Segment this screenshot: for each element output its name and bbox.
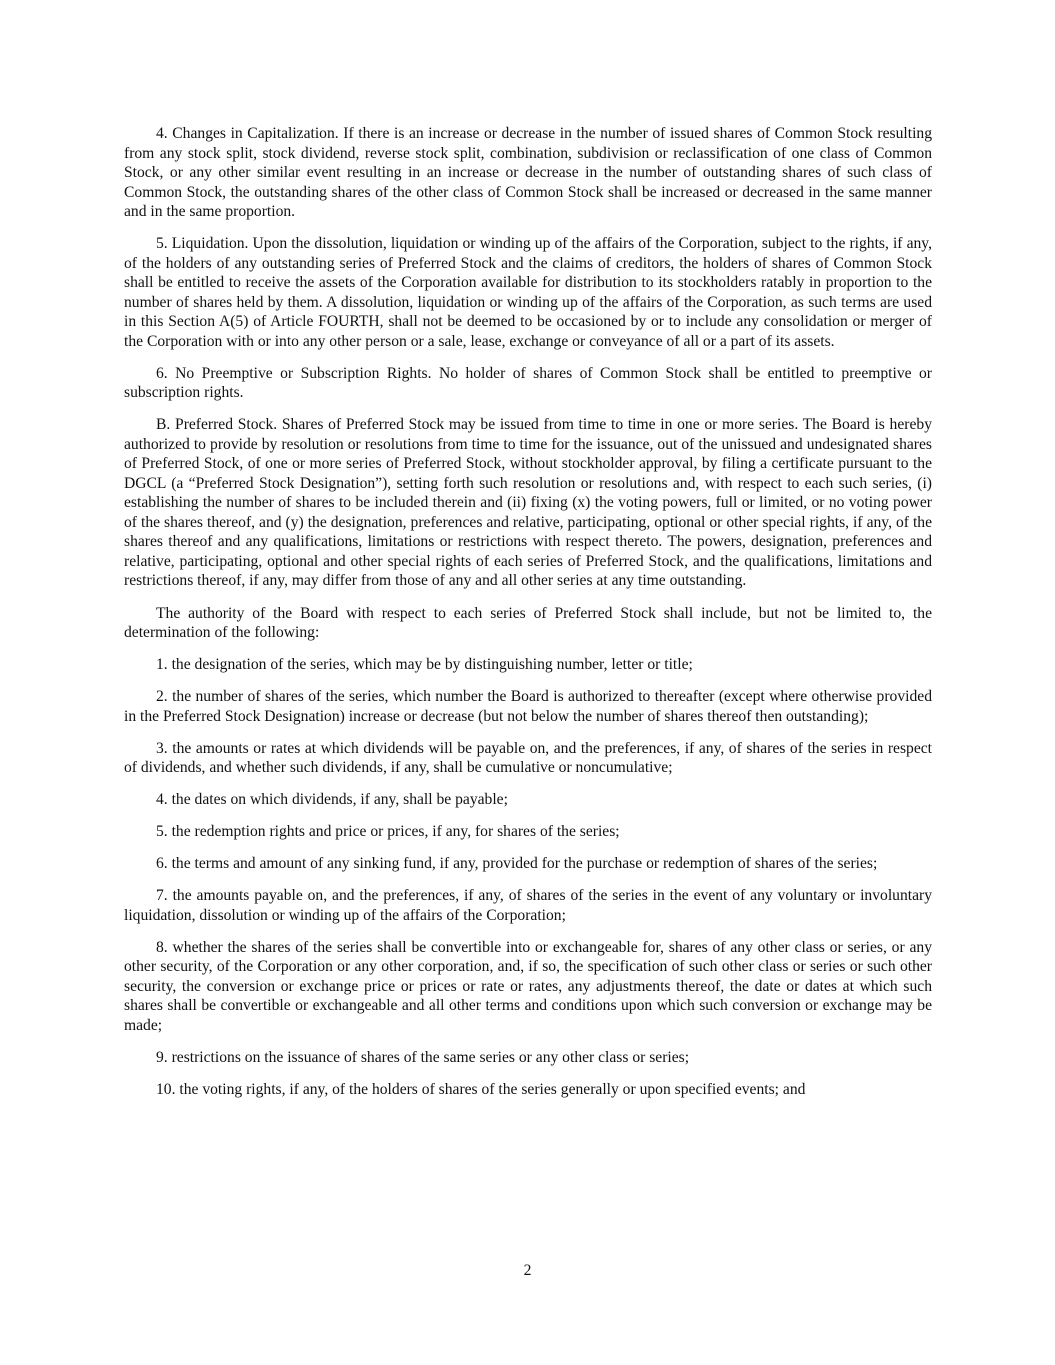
list-item-voting-rights: 10. the voting rights, if any, of the holders of shares of the series generally or upon specified events; and [156, 1080, 806, 1098]
list-item-dividend-rates: 3. the amounts or rates at which dividends will be payable on, and the preferences, if any, of shares of the series in respect of dividends, and whether such dividends, if any, shall be cumulative or noncumulative; [124, 739, 932, 776]
list-item-designation: 1. the designation of the series, which may be by distinguishing number, letter or title; [156, 656, 693, 673]
paragraph-preferred-stock: B. Preferred Stock. Shares of Preferred Stock may be issued from time to time in one or more series. The Board is hereby authorized to provide by resolution or resolutions from time to time for the issuance, out of the unissued and undesignated shares of Preferred Stock, of one or more series of Preferred Stock, without stockholder approval, by filing a certificate pursuant to the DGCL (a “Preferred Stock Designation”), setting forth such resolution or resolutions and, with respect to each such series, (i) establishing the number of shares to be included therein and (ii) fixing (x) the voting powers, full or limited, or no voting power of the shares thereof, and (y) the designation, preferences and relative, participating, optional or other special rights, if any, of the shares thereof and any qualifications, limitations or restrictions with respect thereto. The powers, designation, preferences and relative, participating, optional and other special rights of each series of Preferred Stock, and the qualifications, limitations and restrictions thereof, if any, may differ from those of any and all other series at any time outstanding. [124, 416, 932, 589]
list-item-issuance-restrictions: 9. restrictions on the issuance of shares of the same series or any other class or series; [156, 1048, 690, 1066]
list-item-dividend-dates: 4. the dates on which dividends, if any, shall be payable; [156, 791, 508, 808]
list-item-liquidation-amounts: 7. the amounts payable on, and the preferences, if any, of shares of the series in the event of any voluntary or involuntary liquidation, dissolution or winding up of the affairs of the Corporation; [124, 887, 932, 924]
paragraph-liquidation: 5. Liquidation. Upon the dissolution, liquidation or winding up of the affairs of the Corporation, subject to the rights, if any, of the holders of any outstanding series of Preferred Stock and the claims of creditors, the holders of shares of Common Stock shall be entitled to receive the assets of the Corporation available for distribution to its stockholders ratably in proportion to the number of shares held by them. A dissolution, liquidation or winding up of the affairs of the Corporation, as such terms are used in this Section A(5) of Article FOURTH, shall not be deemed to be occasioned by or to include any consolidation or merger of the Corporation with or into any other person or a sale, lease, exchange or conveyance of all or a part of its assets. [124, 235, 932, 350]
list-item-redemption-rights: 5. the redemption rights and price or prices, if any, for shares of the series; [156, 823, 620, 840]
page-number: 2 [523, 1262, 532, 1279]
paragraph-changes-in-capitalization: 4. Changes in Capitalization. If there is an increase or decrease in the number of issued shares of Common Stock resulting from any stock split, stock dividend, reverse stock split, combination, subdivision or reclassification of one class of Common Stock, or any other similar event resulting in an increase or decrease in the number of outstanding shares of such class of Common Stock, the outstanding shares of the other class of Common Stock shall be increased or decreased in the same manner and in the same proportion. [124, 125, 932, 220]
paragraph-no-preemptive-rights: 6. No Preemptive or Subscription Rights. No holder of shares of Common Stock shall be entitled to preemptive or subscription rights. [124, 364, 932, 401]
list-item-sinking-fund: 6. the terms and amount of any sinking fund, if any, provided for the purchase or redemption of shares of the series; [156, 855, 878, 872]
list-item-number-of-shares: 2. the number of shares of the series, which number the Board is authorized to thereafter (except where otherwise provided in the Preferred Stock Designation) increase or decrease (but not below the number of shares thereof then outstanding); [124, 688, 932, 725]
list-item-conversion: 8. whether the shares of the series shall be convertible into or exchangeable for, shares of any other class or series, or any other security, of the Corporation or any other corporation, and, if so, the specification of such other class or series or such other security, the conversion or exchange price or prices or rate or rates, any adjustments thereof, the date or dates at which such shares shall be convertible or exchangeable and all other terms and conditions upon which such conversion or exchange may be made; [124, 938, 932, 1034]
paragraph-board-authority: The authority of the Board with respect to each series of Preferred Stock shall include, but not be limited to, the determination of the following: [124, 604, 932, 641]
document-page [124, 124, 932, 1112]
